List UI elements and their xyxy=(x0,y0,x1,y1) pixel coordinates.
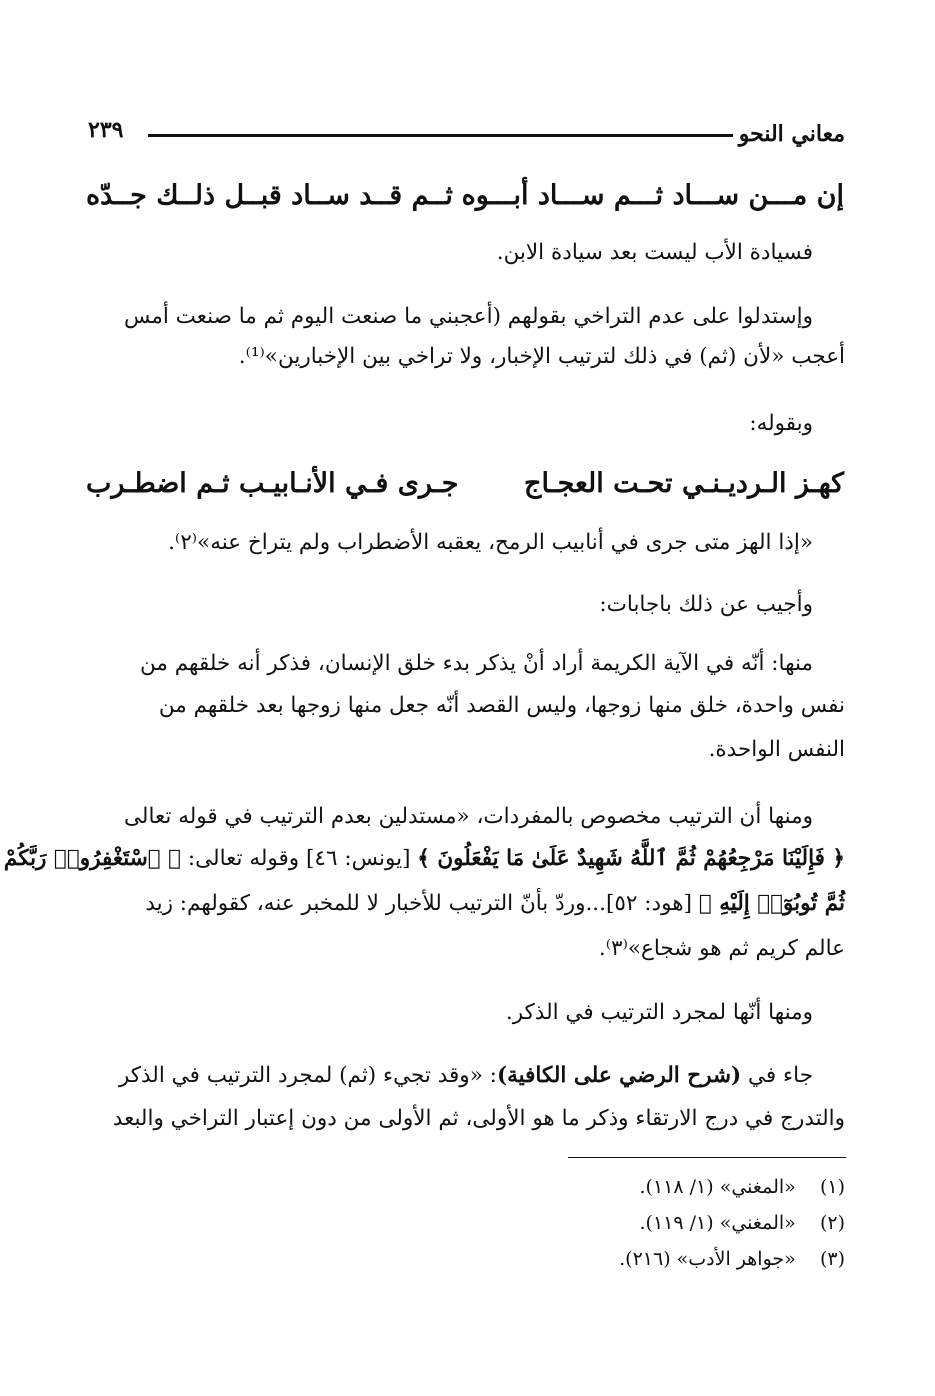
page-number: ٢٣٩ xyxy=(88,117,124,143)
text-line: عالم كريم ثم هو شجاع»⁽٣⁾. xyxy=(598,936,845,961)
text-line: فسيادة الأب ليست بعد سيادة الابن. xyxy=(496,240,813,265)
header-rule xyxy=(148,134,733,137)
text-line: النفس الواحدة. xyxy=(708,737,845,762)
quran-citation: [يونس: ٤٦] وقوله تعالى: xyxy=(187,846,411,871)
text-line: ومنها أن الترتيب مخصوص بالمفردات، «مستدلين بعدم الترتيب في قوله تعالى xyxy=(123,804,813,829)
text-fragment: جاء في xyxy=(748,1063,813,1088)
quran-verse: ﴿ ٱسْتَغْفِرُوا۟ رَبَّكُمْ xyxy=(3,846,182,871)
footnote xyxy=(640,1176,845,1198)
verse1-second-hemistich: ثــم قــد ســاد قبــل ذلــك جــدّه xyxy=(86,180,453,211)
text-fragment: : «وقد تجيء (ثم) لمجرد الترتيب في الذكر xyxy=(118,1063,497,1088)
text-line xyxy=(119,1063,813,1088)
footnote-number: (٢) xyxy=(819,1212,845,1234)
quran-verse: ﴿ فَإِلَيْنَا مَرْجِعُهُمْ ثُمَّ ٱللَّهُ شَهِيدٌ عَلَىٰ مَا يَفْعَلُونَ ﴾ xyxy=(417,846,845,871)
footnote-text: «المغني» (١/ ١١٩). xyxy=(639,1212,796,1234)
text-line: منها: أنّه في الآية الكريمة أراد أنْ يذكر بدء خلق الإنسان، فذكر أنه خلقهم من xyxy=(140,651,813,676)
verse2-first-hemistich: كهـز الـرديـنـي تحـت العجـاج xyxy=(524,468,844,499)
text-line-quran xyxy=(4,846,845,871)
footnote-text: «جواهر الأدب» (٢١٦). xyxy=(619,1248,796,1270)
footnote xyxy=(640,1212,845,1234)
footnote-text: «المغني» (١/ ١١٨). xyxy=(639,1176,796,1198)
text-line-quran xyxy=(145,891,845,916)
footnote-rule xyxy=(568,1157,846,1158)
text-line: وأجيب عن ذلك باجابات: xyxy=(599,592,813,617)
text-line: ومنها أنّها لمجرد الترتيب في الذكر. xyxy=(505,1000,813,1025)
text-line: نفس واحدة، خلق منها زوجها، وليس القصد أنّه جعل منها زوجها بعد خلقهم من xyxy=(158,693,845,718)
footnote xyxy=(619,1248,845,1270)
book-title: (شرح الرضي على الكافية) xyxy=(496,1063,742,1088)
text-line: وبقوله: xyxy=(749,411,813,436)
running-header-title: معاني النحو xyxy=(738,121,845,147)
text-line: أعجب «لأن (ثم) في ذلك لترتيب الإخبار، ولا تراخي بين الإخبارين»⁽¹⁾. xyxy=(238,344,845,369)
text-line: «إذا الهز متى جرى في أنابيب الرمح، يعقبه الأضطراب ولم يتراخ عنه»⁽٢⁾. xyxy=(168,530,813,555)
text-fragment: [هود: ٥٢]...وردّ بأنّ الترتيب للأخبار لا للمخبر عنه، كقولهم: زيد xyxy=(145,891,692,916)
quran-verse: ثُمَّ تُوبُوٓا۟ إِلَيْهِ ﴾ xyxy=(698,891,845,916)
verse2-second-hemistich: جـرى فـي الأنـابيـب ثـم اضطـرب xyxy=(86,468,459,499)
verse1-first-hemistich: إن مـــن ســـاد ثـــم ســـاد أبـــوه xyxy=(461,180,844,211)
text-line: وإستدلوا على عدم التراخي بقولهم (أعجبني ما صنعت اليوم ثم ما صنعت أمس xyxy=(123,304,813,329)
text-line: والتدرج في درج الارتقاء وذكر ما هو الأولى، ثم الأولى من دون إعتبار التراخي والبعد xyxy=(112,1106,845,1131)
footnote-number: (١) xyxy=(819,1176,845,1198)
footnote-number: (٣) xyxy=(819,1248,845,1270)
